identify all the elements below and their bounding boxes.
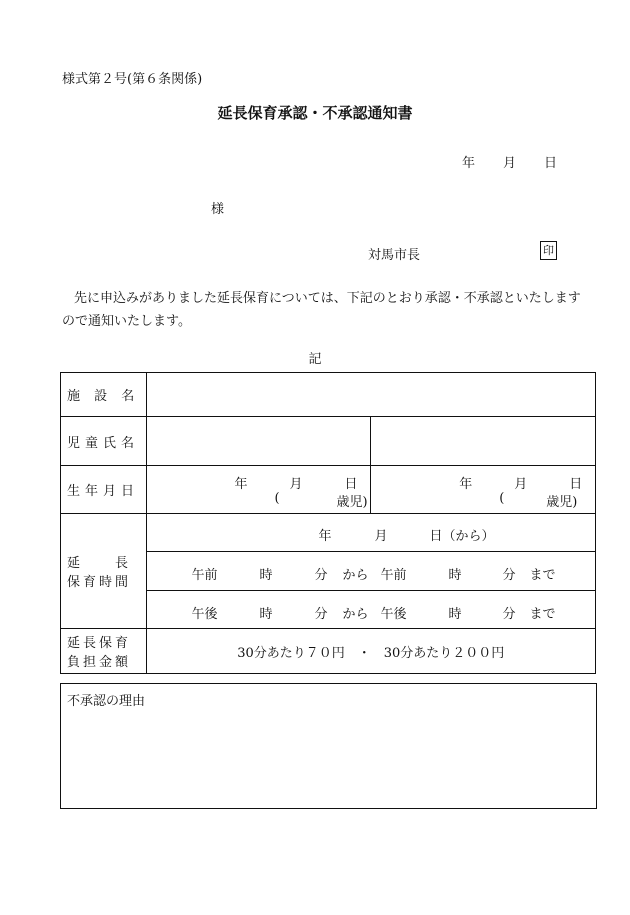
pm-end-period: 午後	[380, 607, 407, 622]
rejection-reason-box[interactable]	[60, 683, 597, 809]
child-name-row	[61, 417, 596, 466]
fee-label-line2: 負担金額	[67, 655, 132, 670]
date-day-label: 日	[544, 156, 558, 171]
ext-day-from: 日（から）	[429, 529, 495, 544]
notice-body-text: 先に申込みがありました延長保育については、下記のとおり承認・不承認といたしますので通知いたします。	[62, 291, 581, 329]
facility-value[interactable]	[146, 373, 596, 417]
am-end-hour: 時	[448, 568, 462, 583]
bd1-day: 日	[344, 477, 358, 492]
details-table	[60, 372, 596, 674]
extended-time-label-line1: 延 長	[67, 556, 132, 571]
am-until: まで	[529, 568, 556, 583]
bd2-age-close: 歳児)	[546, 495, 578, 510]
extended-time-label	[61, 514, 147, 629]
bd2-month: 月	[514, 477, 528, 492]
bd1-month: 月	[289, 477, 303, 492]
pm-end-minute: 分	[502, 607, 516, 622]
seal-mark: 印	[540, 241, 557, 260]
am-time-range[interactable]	[146, 552, 596, 591]
pm-start-period: 午後	[191, 607, 218, 622]
fee-label	[61, 629, 147, 674]
document-title: 延長保育承認・不承認通知書	[217, 104, 413, 122]
pm-end-hour: 時	[448, 607, 462, 622]
pm-start-minute: 分	[314, 607, 328, 622]
pm-until: まで	[529, 607, 556, 622]
addressee-suffix: 様	[211, 202, 225, 217]
bd1-year: 年	[234, 477, 248, 492]
bd2-year: 年	[459, 477, 473, 492]
child-name-value-2[interactable]	[371, 417, 596, 466]
pm-time-range[interactable]	[146, 591, 596, 629]
fee-label-line1: 延長保育	[67, 636, 132, 651]
bd2-day: 日	[569, 477, 583, 492]
date-month-label: 月	[503, 156, 517, 171]
am-start-period: 午前	[191, 568, 218, 583]
am-start-hour: 時	[259, 568, 273, 583]
extended-time-label-line2: 保育時間	[67, 575, 132, 590]
bd1-age-close: 歳児)	[336, 495, 368, 510]
birthdate-value-2[interactable]	[371, 466, 596, 514]
pm-start-hour: 時	[259, 607, 273, 622]
birthdate-row	[61, 466, 596, 514]
child-name-label: 児童氏名	[61, 417, 147, 466]
bd1-age-open: (	[274, 491, 280, 506]
pm-from: から	[342, 607, 369, 622]
facility-label: 施 設 名	[61, 373, 147, 417]
am-from: から	[342, 568, 369, 583]
rejection-reason-label: 不承認の理由	[67, 694, 146, 709]
birthdate-label: 生年月日	[61, 466, 147, 514]
am-end-period: 午前	[380, 568, 407, 583]
form-number: 様式第２号(第６条関係)	[62, 72, 203, 87]
birthdate-value-1[interactable]	[146, 466, 371, 514]
bd2-age-open: (	[499, 491, 505, 506]
fee-amount: 30分あたり７０円 ・ 30分あたり２００円	[146, 629, 596, 674]
date-year-label: 年	[462, 156, 476, 171]
extended-date-row	[61, 514, 596, 552]
child-name-value[interactable]	[146, 417, 371, 466]
am-start-minute: 分	[314, 568, 328, 583]
ext-month: 月	[374, 529, 388, 544]
facility-row	[61, 373, 596, 417]
ext-year: 年	[318, 529, 332, 544]
issuer-name: 対馬市長	[368, 248, 421, 263]
am-end-minute: 分	[502, 568, 516, 583]
fee-row	[61, 629, 596, 674]
extended-start-date[interactable]	[146, 514, 596, 552]
ki-heading: 記	[308, 352, 322, 367]
